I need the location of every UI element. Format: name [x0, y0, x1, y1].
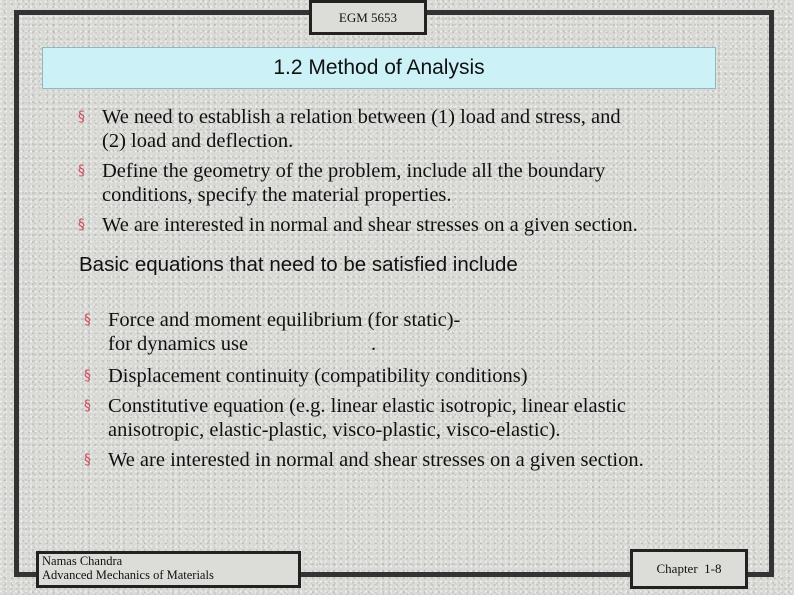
- slide-title-box: [42, 47, 716, 89]
- slide-frame: [14, 10, 774, 577]
- bottom-bullet-list: [80, 308, 760, 478]
- bullet-icon: §: [84, 368, 91, 384]
- bullet-icon: §: [78, 163, 85, 179]
- chapter-page: Chapter 1-8: [656, 561, 722, 576]
- list-item: § Define the geometry of the problem, include all the boundary conditions, specify the material properties.: [78, 160, 606, 206]
- chapter-footer-box: [630, 549, 748, 589]
- list-item: § We are interested in normal and shear stresses on a given section.: [78, 214, 638, 236]
- bullet-icon: §: [84, 452, 91, 468]
- bullet-icon: §: [84, 312, 91, 328]
- basic-equations-heading: Basic equations that need to be satisfied include: [79, 253, 518, 276]
- list-item: § We need to establish a relation between (1) load and stress, and (2) load and deflection.: [78, 106, 621, 152]
- top-bullet-list: [74, 105, 754, 243]
- author-name: Namas Chandra: [42, 554, 123, 568]
- list-item: § Displacement continuity (compatibility conditions): [84, 365, 528, 387]
- book-title: Advanced Mechanics of Materials: [42, 568, 214, 582]
- list-item: § Constitutive equation (e.g. linear elastic isotropic, linear elastic anisotropic, elastic-plastic, visco-plastic, visco-elastic).: [84, 395, 627, 441]
- bullet-icon: §: [84, 398, 91, 414]
- bullet-icon: §: [78, 109, 85, 125]
- slide-title: 1.2 Method of Analysis: [273, 56, 485, 79]
- course-code: EGM 5653: [338, 9, 398, 25]
- bullet-icon: §: [78, 217, 85, 233]
- list-item: § We are interested in normal and shear stresses on a given section.: [84, 449, 644, 471]
- author-footer-box: [36, 551, 301, 588]
- list-item: § Force and moment equilibrium (for static)- for dynamics use .: [84, 309, 461, 355]
- course-code-box: [309, 0, 427, 35]
